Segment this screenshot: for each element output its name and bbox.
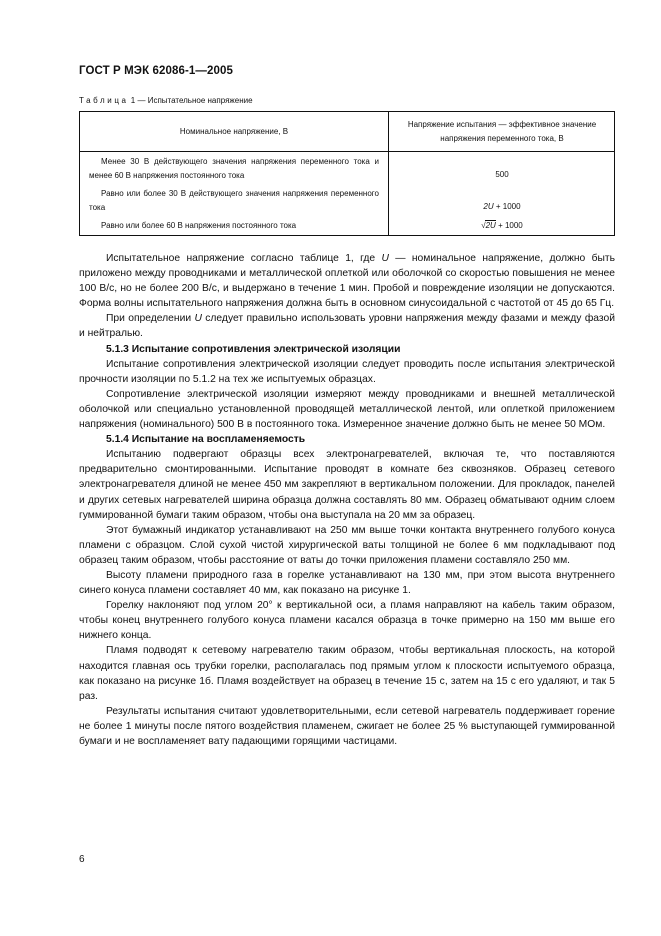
document-body [79,251,615,749]
text-run: При определении [106,313,195,325]
symbol-u: U [194,313,202,325]
table-header-test-voltage: Напряжение испытания — эффективное значение напряжения переменного тока, В [407,120,597,143]
table-row-3-value [389,219,615,233]
sqrt-icon: √ [481,221,486,230]
table-row-2-value [389,200,615,214]
paragraph: Испытание сопротивления электрической изоляции следует проводить после испытания электрической прочности изоляции по 5.1.2 на тех же испытуемых образцах. [79,358,615,385]
test-voltage-table [79,111,615,236]
table-caption-label: Таблица [79,96,129,105]
paragraph: Испытанию подвергают образцы всех электронагревателей, включая те, что поставляются предварительно смонтированными. Испытание проводят в комнате без сквозняков. Образец сетевого электронагревателя длиной не менее 450 мм закрепляют в вертикальном положении. Для прокладок, панелей и других сетевых нагревателей ширина образца должна составлять 80 мм. Образец обматывают одним слоем гуммированной бумаги таким образом, чтобы она выступала на 20 мм за образец. [79,449,615,521]
table-row-3-label: Равно или более 60 В напряжения постоянного тока [101,221,297,230]
page-number: 6 [79,854,85,865]
paragraph: Горелку наклоняют под углом 20° к вертикальной оси, а пламя направляют на кабель таким образом, чтобы конец внутреннего голубого конуса пламени касался образца в точке примерно на 150 мм выше его нижнего конца. [79,600,615,642]
text-run: следует правильно использовать уровни напряжения между фазами и между фазой и нейтралью. [79,313,615,340]
section-heading-5-1-3: 5.1.3 Испытание сопротивления электрической изоляции [106,343,401,355]
document-header: ГОСТ Р МЭК 62086-1—2005 [79,65,233,77]
table-header-nominal-voltage: Номинальное напряжение, В [179,127,289,136]
paragraph: Высоту пламени природного газа в горелке устанавливают на 130 мм, при этом высота внутреннего синего конуса пламени составляет 40 мм, как показано на рисунке 1. [79,569,615,597]
paragraph [79,251,615,311]
table-caption-title: 1 — Испытательное напряжение [128,96,253,105]
symbol-u: U [381,253,389,264]
table-row-2-label: Равно или более 30 В действующего значения напряжения переменного тока [89,189,379,212]
text-run: — номинальное напряжение, должно быть приложено между проводниками и металлической оплеткой или оболочкой со скоростью повышения не менее 100 В/с, но не более 200 В/с, и выдержано в течение 1 мин. Пробой и повреждение изоляции не допускаются. Форма волны испытательного напряжения должна быть в основном синусоидальной с частотой от 45 до 65 Гц. [79,253,615,310]
paragraph: Результаты испытания считают удовлетворительными, если сетевой нагреватель поддерживает горение не более 1 минуты после пятого воздействия пламенем, сжигает не более 25 % выступающей гуммированной бумаги и не воспламеняет вату падающими горящими частицами. [79,705,615,747]
sqrt-radicand: 2U [485,221,496,230]
formula-addend: + 1000 [495,221,523,230]
formula-2u: 2U [483,202,494,211]
table-row-1-value: 500 [495,170,509,179]
text-run: Испытательное напряжение согласно таблице 1, где [106,253,382,264]
table-header-divider [80,151,614,152]
paragraph: Сопротивление электрической изоляции измеряют между проводниками и внешней металлической оболочкой или специально установленной проводящей металлической лентой, или оплеткой приложением напряжения (номинального) 500 В в постоянного тока. Измеренное значение должно быть не менее 50 МОм. [79,388,615,431]
paragraph: Этот бумажный индикатор устанавливают на 250 мм выше точки контакта внутреннего голубого конуса пламени с образцом. Слой сухой чистой хирургической ваты толщиной не более 6 мм подкладывают под образец таким образом, чтобы расстояние от ваты до точки приложения пламени составляло 250 мм. [79,524,615,566]
table-caption [79,96,253,105]
paragraph: Пламя подводят к сетевому нагревателю таким образом, чтобы вертикальная плоскость, на которой находится главная ось трубки горелки, располагалась под прямым углом к плоскости испытуемого образца, как показано на рисунке 1б. Пламя воздействует на образец в течение 15 с, затем на 15 с его удаляют, и так 5 раз. [79,645,615,702]
formula-addend: + 1000 [493,202,521,211]
paragraph [79,311,615,341]
table-row-1-label: Менее 30 В действующего значения напряжения переменного тока и менее 60 В напряжения постоянного тока [89,157,379,180]
section-heading-5-1-4: 5.1.4 Испытание на воспламеняемость [106,434,306,446]
